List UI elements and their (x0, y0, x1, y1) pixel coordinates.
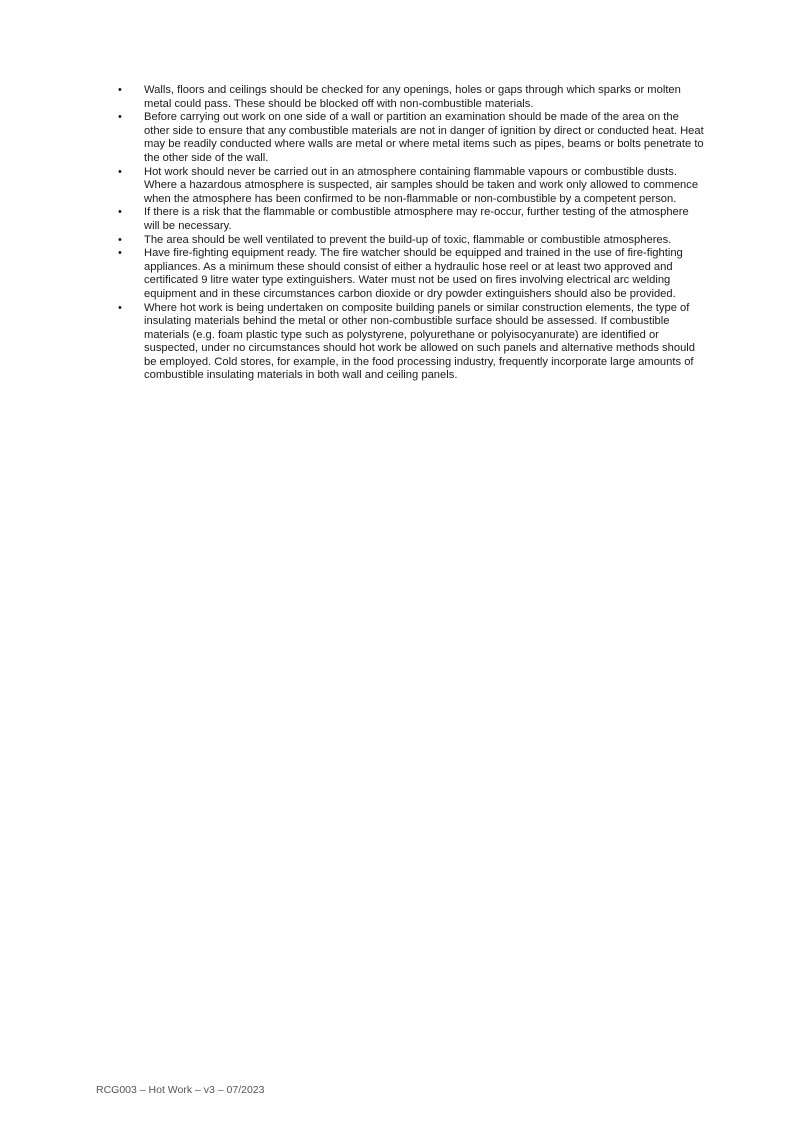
bullet-icon: • (118, 206, 122, 219)
bullet-list (117, 84, 707, 383)
bullet-icon: • (118, 84, 122, 96)
page-footer: RCG003 – Hot Work – v3 – 07/2023 (96, 1084, 265, 1096)
bullet-icon: • (118, 247, 122, 260)
list-item-text: Hot work should never be carried out in an atmosphere containing flammable vapours or combustible dusts. Where a hazardous atmosphere is suspected, air samples should be taken and work only allowed to commence when the atmosphere has been confirmed to be non-flammable or non-combustible by a competent person. (144, 165, 699, 205)
list-item-text: Walls, floors and ceilings should be checked for any openings, holes or gaps through which sparks or molten metal could pass. These should be blocked off with non-combustible materials. (144, 84, 681, 110)
list-item (117, 302, 707, 384)
list-item (117, 247, 707, 301)
list-item-text: If there is a risk that the flammable or combustible atmosphere may re-occur, further testing of the atmosphere will be necessary. (144, 206, 689, 232)
list-item (117, 234, 707, 248)
bullet-icon: • (118, 111, 122, 124)
list-item (117, 84, 707, 111)
list-item (117, 166, 707, 207)
bullet-icon: • (118, 165, 122, 178)
list-item-text: Have fire-fighting equipment ready. The fire watcher should be equipped and trained in the use of fire-fighting appliances. As a minimum these should consist of either a hydraulic hose reel or at least two approved and certificated 9 litre water type extinguishers. Water must not be used on fires involving electrical arc welding equipment and in these circumstances carbon dioxide or dry powder extinguishers should also be provided. (144, 247, 683, 300)
list-item-text: The area should be well ventilated to prevent the build-up of toxic, flammable or combustible atmospheres. (144, 233, 672, 246)
list-item (117, 111, 707, 165)
list-item (117, 206, 707, 233)
bullet-icon: • (118, 233, 122, 246)
bullet-icon: • (118, 301, 122, 314)
list-item-text: Where hot work is being undertaken on composite building panels or similar construction elements, the type of insulating materials behind the metal or other non-combustible surface should be assessed. If combustible materials (e.g. foam plastic type such as polystyrene, polyurethane or polyisocyanurate) are identified or suspected, under no circumstances should hot work be allowed on such panels and alternative methods should be employed. Cold stores, for example, in the food processing industry, frequently incorporate large amounts of combustible insulating materials in both wall and ceiling panels. (144, 301, 696, 382)
list-item-text: Before carrying out work on one side of a wall or partition an examination should be made of the area on the other side to ensure that any combustible materials are not in danger of ignition by direct or conducted heat. Heat may be readily conducted where walls are metal or where metal items such as pipes, beams or bolts penetrate to the other side of the wall. (144, 111, 704, 164)
